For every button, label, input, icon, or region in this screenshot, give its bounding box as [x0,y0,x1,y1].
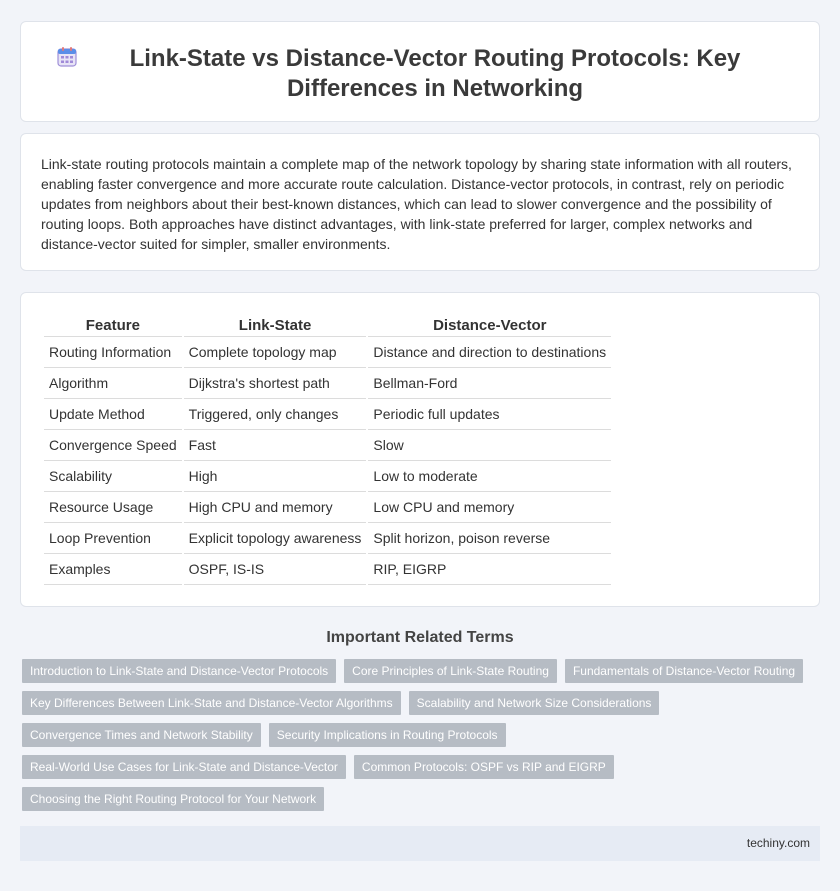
table-cell: Update Method [44,399,182,430]
table-cell: Examples [44,554,182,585]
footer [20,826,820,861]
table-cell: Scalability [44,461,182,492]
related-term-tag[interactable]: Key Differences Between Link-State and Distance-Vector Algorithms [22,691,401,715]
table-cell: Triggered, only changes [184,399,367,430]
related-term-tag[interactable]: Choosing the Right Routing Protocol for Your Network [22,787,324,811]
column-header-link-state: Link-State [184,315,367,337]
table-cell: Routing Information [44,337,182,368]
title-card [20,21,820,122]
table-header-row [44,315,611,337]
table-cell: Dijkstra's shortest path [184,368,367,399]
table-cell: Complete topology map [184,337,367,368]
table-row [44,399,611,430]
table-cell: Slow [368,430,611,461]
table-cell: Split horizon, poison reverse [368,523,611,554]
column-header-distance-vector: Distance-Vector [368,315,611,337]
related-term-tag[interactable]: Scalability and Network Size Considerations [409,691,660,715]
footer-site-link[interactable]: techiny.com [746,836,810,850]
comparison-card [20,292,820,607]
page-title: Link-State vs Distance-Vector Routing Protocols: Key Differences in Networking [129,45,741,102]
table-cell: Explicit topology awareness [184,523,367,554]
related-term-tag[interactable]: Introduction to Link-State and Distance-Vector Protocols [22,659,336,683]
intro-card [20,133,820,271]
table-cell: Periodic full updates [368,399,611,430]
related-term-tag[interactable]: Common Protocols: OSPF vs RIP and EIGRP [354,755,614,779]
related-term-tag[interactable]: Real-World Use Cases for Link-State and Distance-Vector [22,755,346,779]
table-cell: High CPU and memory [184,492,367,523]
table-cell: Algorithm [44,368,182,399]
related-terms-heading: Important Related Terms [326,629,514,646]
table-cell: RIP, EIGRP [368,554,611,585]
intro-paragraph: Link-state routing protocols maintain a complete map of the network topology by sharing state information with all routers, enabling faster convergence and more accurate route calculation. Distance-vector protocols, in contrast, rely on periodic updates from neighbors about their best-known distances, which can lead to slower convergence and the possibility of routing loops. Both approaches have distinct advantages, with link-state preferred for larger, complex networks and distance-vector suited for simpler, smaller environments. [41,156,792,252]
table-cell: Resource Usage [44,492,182,523]
table-row [44,492,611,523]
table-cell: OSPF, IS-IS [184,554,367,585]
table-row [44,461,611,492]
table-cell: Low to moderate [368,461,611,492]
related-term-tag[interactable]: Fundamentals of Distance-Vector Routing [565,659,803,683]
table-row [44,430,611,461]
column-header-feature: Feature [44,315,182,337]
related-term-tag[interactable]: Convergence Times and Network Stability [22,723,261,747]
table-row [44,554,611,585]
table-cell: High [184,461,367,492]
table-cell: Bellman-Ford [368,368,611,399]
table-cell: Fast [184,430,367,461]
table-cell: Convergence Speed [44,430,182,461]
table-row [44,368,611,399]
table-row [44,337,611,368]
table-row [44,523,611,554]
table-cell: Distance and direction to destinations [368,337,611,368]
table-cell: Loop Prevention [44,523,182,554]
comparison-table [42,315,613,585]
table-cell: Low CPU and memory [368,492,611,523]
related-term-tag[interactable]: Security Implications in Routing Protocols [269,723,506,747]
related-terms-list [22,659,812,819]
related-term-tag[interactable]: Core Principles of Link-State Routing [344,659,557,683]
